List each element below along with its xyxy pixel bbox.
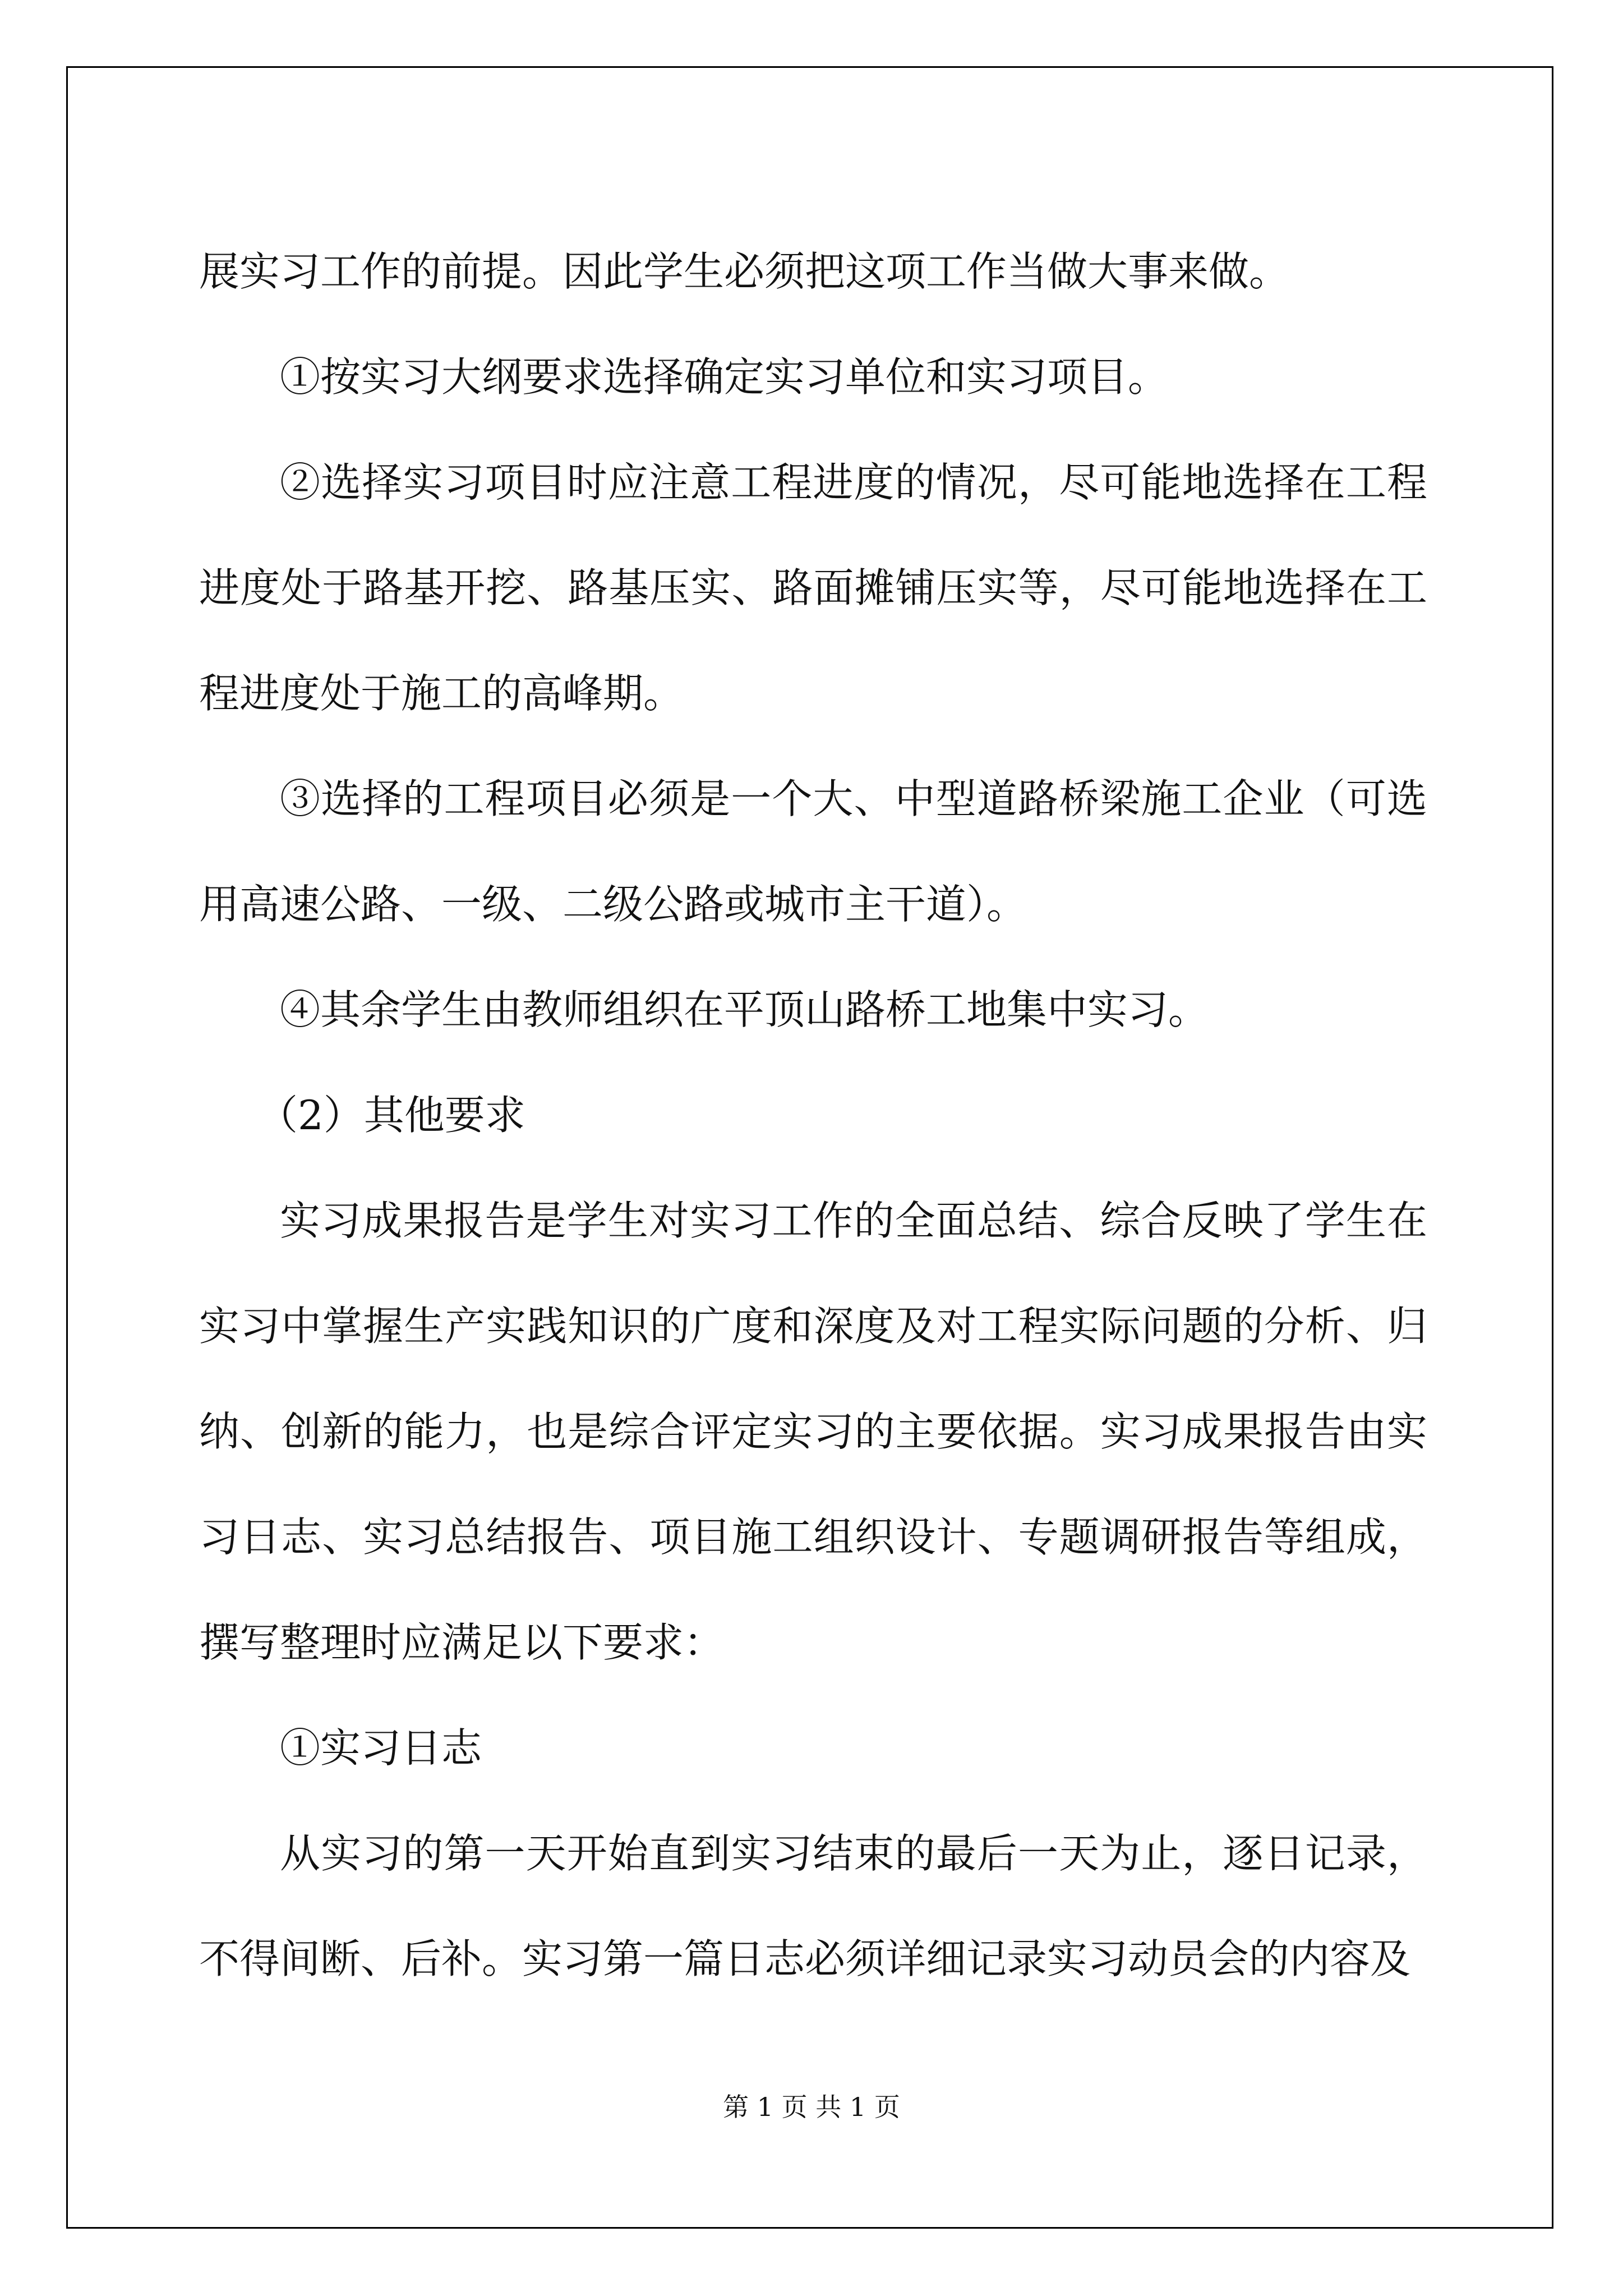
subheading-internship-log: ①实习日志: [280, 1724, 482, 1772]
paragraph-report-description: 实习成果报告是学生对实习工作的全面总结、综合反映了学生在实习中掌握生产实践知识的广度和深度及对工程实际问题的分析、归纳、创新的能力，也是综合评定实习的主要依据。实习成果报告由实习日志、实习总结报告、项目施工组织设计、专题调研报告等组成，撰写整理时应满足以下要求：: [199, 1197, 1427, 1666]
paragraph-item-3: ③选择的工程项目必须是一个大、中型道路桥梁施工企业（可选用高速公路、一级、二级公路或城市主干道）。: [199, 775, 1427, 928]
page-footer: 第 1 页 共 1 页: [723, 2092, 900, 2122]
document-body: [199, 219, 1427, 2012]
paragraph-continuation: 展实习工作的前提。因此学生必须把这项工作当做大事来做。: [199, 248, 1290, 295]
paragraph-item-1: ①按实习大纲要求选择确定实习单位和实习项目。: [280, 353, 1169, 401]
paragraph-item-2: ②选择实习项目时应注意工程进度的情况，尽可能地选择在工程进度处于路基开挖、路基压实、路面摊铺压实等，尽可能地选择在工程进度处于施工的高峰期。: [199, 459, 1427, 717]
section-heading-other-requirements: （2）其他要求: [257, 1092, 525, 1139]
paragraph-log-description: 从实习的第一天开始直到实习结束的最后一天为止，逐日记录，不得间断、后补。实习第一篇日志必须详细记录实习动员会的内容及: [199, 1830, 1427, 1982]
paragraph-item-4: ④其余学生由教师组织在平顶山路桥工地集中实习。: [280, 986, 1209, 1033]
